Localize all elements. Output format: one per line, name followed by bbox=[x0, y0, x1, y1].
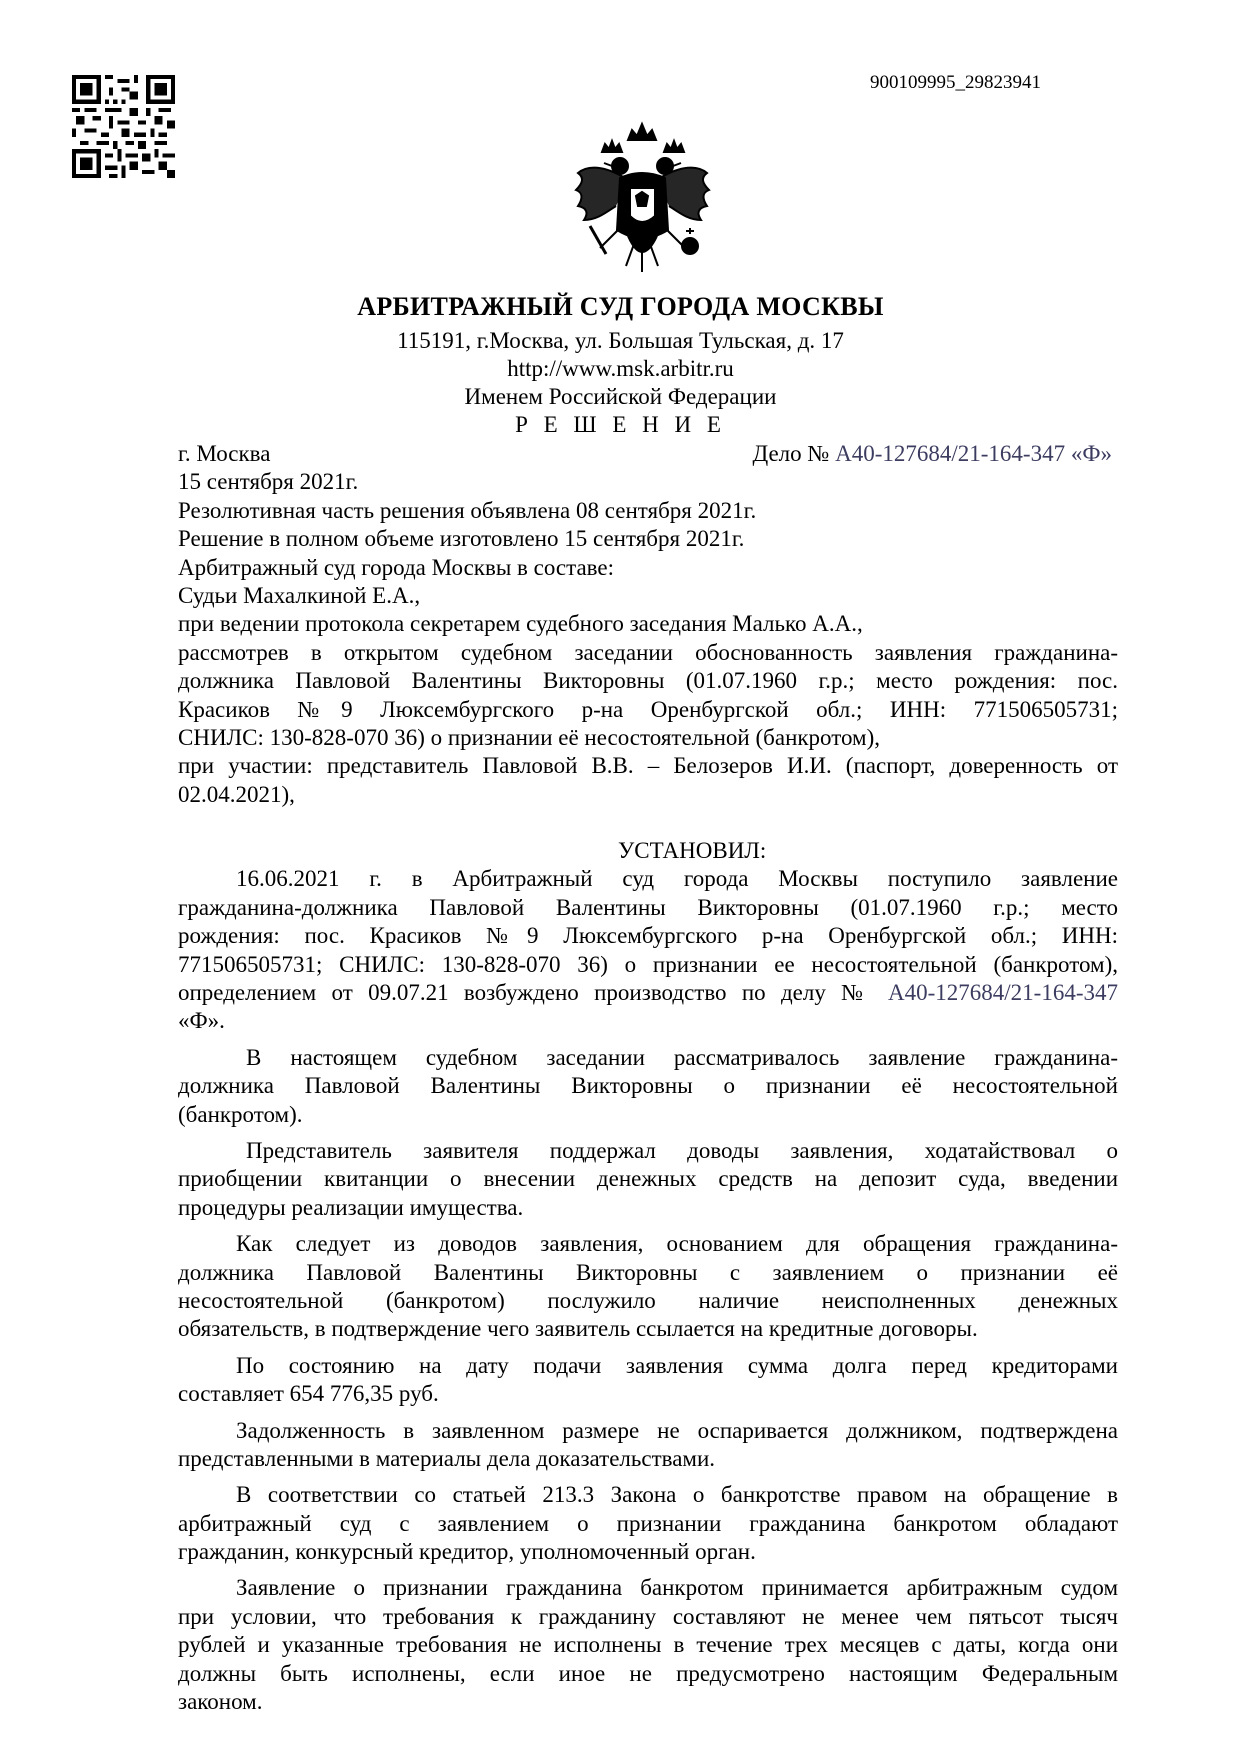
coat-of-arms-emblem bbox=[570, 118, 715, 283]
paragraph-line: гражданин, конкурсный кредитор, уполномоченный орган. bbox=[178, 1539, 756, 1565]
paragraph-line: 771506505731; СНИЛС: 130-828-070 36) о признании ее несостоятельной (банкротом), bbox=[178, 951, 1118, 977]
paragraph-line: рождения: пос. Красиков №9 Люксембургского р-на Оренбургской обл.; ИНН: bbox=[178, 923, 1118, 949]
considered-line: Красиков №9 Люксембургского р-на Оренбургской обл.; ИНН: 771506505731; bbox=[178, 696, 1118, 722]
paragraph-line: законом. bbox=[178, 1689, 263, 1715]
document-body bbox=[178, 440, 1118, 1716]
considered-line: рассмотрев в открытом судебном заседании обоснованность заявления гражданина- bbox=[178, 639, 1118, 665]
paragraph-line: «Ф». bbox=[178, 1008, 225, 1034]
considered-line: должника Павловой Валентины Викторовны (01.07.1960 г.р.; место рождения: пос. bbox=[178, 668, 1118, 694]
paragraph-line: Представитель заявителя поддержал доводы заявления, ходатайствовал о bbox=[246, 1137, 1118, 1163]
court-address: 115191, г.Москва, ул. Большая Тульская, д. 17 bbox=[397, 328, 844, 353]
paragraph-line: несостоятельной (банкротом) послужило наличие неисполненных денежных bbox=[178, 1287, 1118, 1313]
qr-code bbox=[72, 75, 175, 178]
city-case-line bbox=[178, 440, 1118, 468]
participation-line: при участии: представитель Павловой В.В. – Белозеров И.И. (паспорт, доверенность от bbox=[178, 753, 1118, 779]
decision-title: Р Е Ш Е Н И Е bbox=[515, 412, 726, 437]
paragraph-line: процедуры реализации имущества. bbox=[178, 1194, 524, 1220]
city: г. Москва bbox=[178, 441, 271, 466]
document-id: 900109995_29823941 bbox=[870, 72, 1041, 93]
paragraph-line: Задолженность в заявленном размере не оспаривается должником, подтверждена bbox=[236, 1417, 1118, 1443]
court-name: АРБИТРАЖНЫЙ СУД ГОРОДА МОСКВЫ bbox=[357, 292, 884, 321]
considered-line: СНИЛС: 130-828-070 36) о признании её несостоятельной (банкротом), bbox=[178, 724, 881, 750]
case-reference: Дело № А40-127684/21-164-347 «Ф» bbox=[752, 441, 1112, 466]
paragraph-line: 16.06.2021 г. в Арбитражный суд города Москвы поступило заявление bbox=[236, 866, 1118, 892]
paragraph-line: обязательств, в подтверждение чего заявитель ссылается на кредитные договоры. bbox=[178, 1316, 978, 1342]
paragraph-line: при условии, что требования к гражданину составляют не менее чем пятьсот тысяч bbox=[178, 1603, 1118, 1629]
intro-line: Резолютивная часть решения объявлена 08 сентября 2021г. bbox=[178, 497, 757, 523]
paragraph-line: определением от 09.07.21 возбуждено производство по делу № А40-127684/21-164-347 bbox=[178, 980, 1118, 1006]
paragraph-line: Как следует из доводов заявления, основанием для обращения гражданина- bbox=[236, 1231, 1118, 1257]
paragraph-line: гражданина-должника Павловой Валентины Викторовны (01.07.1960 г.р.; место bbox=[178, 894, 1118, 920]
paragraph-line: должны быть исполнены, если иное не предусмотрено настоящим Федеральным bbox=[178, 1660, 1118, 1686]
paragraph-line: Заявление о признании гражданина банкротом принимается арбитражным судом bbox=[236, 1575, 1118, 1601]
intro-line: Судьи Махалкиной Е.А., bbox=[178, 582, 421, 608]
paragraph-line: (банкротом). bbox=[178, 1101, 303, 1127]
paragraph-line: В настоящем судебном заседании рассматривалось заявление гражданина- bbox=[246, 1044, 1118, 1070]
paragraph-line: По состоянию на дату подачи заявления сумма долга перед кредиторами bbox=[236, 1352, 1118, 1378]
established-heading: УСТАНОВИЛ: bbox=[618, 838, 767, 864]
court-website: http://www.msk.arbitr.ru bbox=[507, 356, 734, 381]
intro-line: Решение в полном объеме изготовлено 15 сентября 2021г. bbox=[178, 526, 745, 552]
paragraph-line: составляет 654 776,35 руб. bbox=[178, 1381, 439, 1407]
in-name-of: Именем Российской Федерации bbox=[464, 384, 777, 409]
paragraph-line: приобщении квитанции о внесении денежных средств на депозит суда, введении bbox=[178, 1166, 1118, 1192]
paragraph-line: рублей и указанные требования не исполнены в течение трех месяцев с даты, когда они bbox=[178, 1632, 1118, 1658]
decision-date: 15 сентября 2021г. bbox=[178, 469, 359, 495]
paragraph-line: должника Павловой Валентины Викторовны о признании её несостоятельной bbox=[178, 1073, 1118, 1099]
paragraph-line: В соответствии со статьей 213.3 Закона о банкротстве правом на обращение в bbox=[236, 1482, 1118, 1508]
paragraph-line: должника Павловой Валентины Викторовны с заявлением о признании её bbox=[178, 1259, 1118, 1285]
paragraph-line: арбитражный суд с заявлением о признании гражданина банкротом обладают bbox=[178, 1510, 1118, 1536]
intro-line: при ведении протокола секретарем судебного заседания Малько А.А., bbox=[178, 611, 863, 637]
paragraph-line: представленными в материалы дела доказательствами. bbox=[178, 1445, 716, 1471]
case-number-link: А40-127684/21-164-347 bbox=[888, 980, 1118, 1006]
intro-line: Арбитражный суд города Москвы в составе: bbox=[178, 554, 615, 580]
participation-line: 02.04.2021), bbox=[178, 781, 295, 807]
